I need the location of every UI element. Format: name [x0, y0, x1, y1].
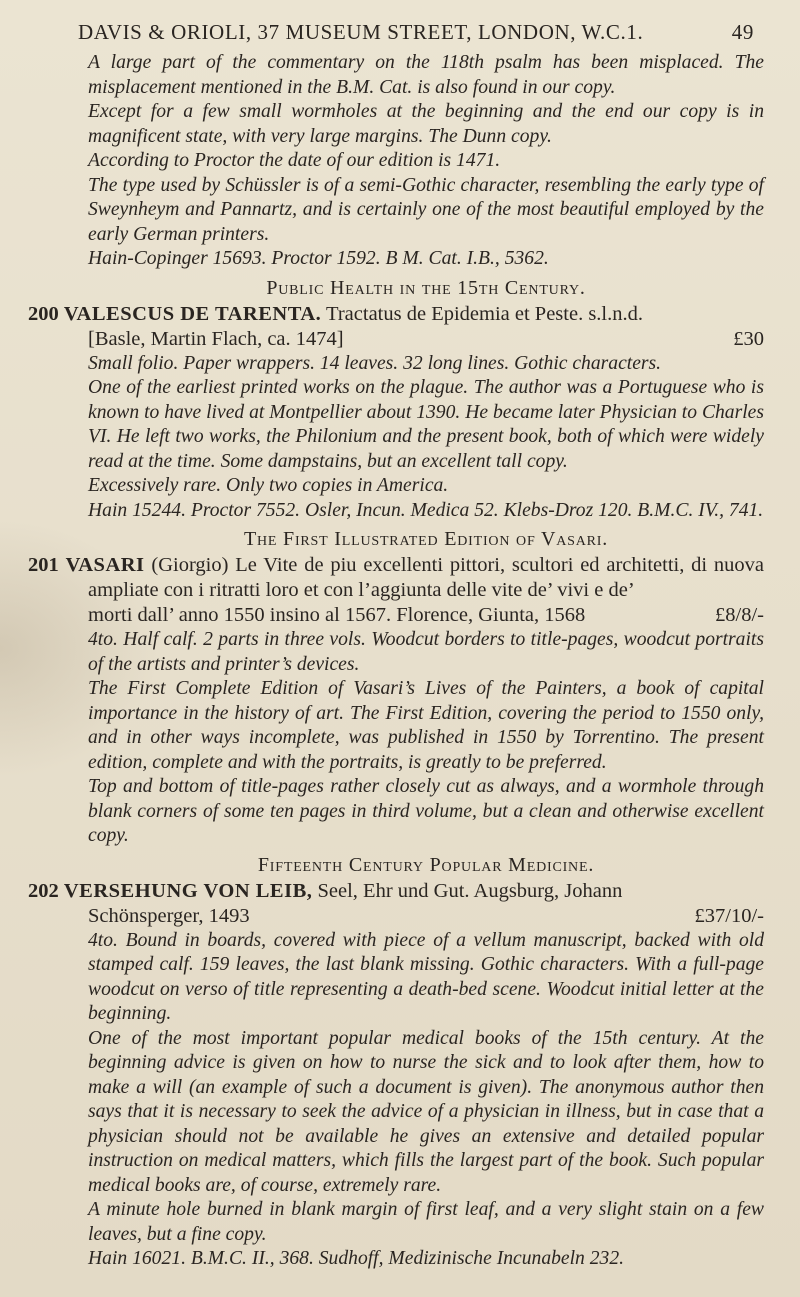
section-heading: Public Health in the 15th Century.: [266, 276, 586, 299]
lot-author: VERSEHUNG VON LEIB,: [63, 879, 313, 902]
lot-imprint: Schönsperger, 1493: [88, 904, 250, 927]
lot-note: One of the earliest printed works on the plague. The author was a Portuguese who is known to have lived at Montpellier about 1390. He became later Physician to Charles VI. He left two works, the Philonium and the present book, both of which were widely read at the time. Some dampstains, but an excellent tall copy.: [88, 377, 764, 472]
intro-paragraph: According to Proctor the date of our edition is 1471.: [88, 150, 501, 171]
section-heading: The First Illustrated Edition of Vasari.: [243, 528, 609, 550]
lot-title: Tractatus de Epidemia et Peste. s.l.n.d.: [326, 302, 643, 325]
lot-note: Top and bottom of title-pages rather closely cut as always, and a wormhole through blank corners of some ten pages in third volume, but a clean and otherwise excellent copy.: [88, 776, 764, 846]
lot-note: 4to. Bound in boards, covered with piece of a vellum manuscript, backed with old stamped calf. 159 leaves, the last blank missing. Gothic characters. With a full-page woodcut on verso of title representing a death-bed scene. Woodcut initial letter at the beginning.: [88, 929, 764, 1024]
page-number: 49: [731, 20, 754, 44]
intro-paragraph: The type used by Schüssler is of a semi-Gothic character, resembling the early type of Sweynheym and Pannartz, and is certainly one of the most beautiful employed by the early German printers.: [88, 174, 764, 245]
lot-imprint: morti dall’ anno 1550 insino al 1567. Florence, Giunta, 1568: [88, 604, 586, 626]
lot-note: Excessively rare. Only two copies in America.: [88, 475, 449, 496]
lot-note: A minute hole burned in blank margin of first leaf, and a very slight stain on a few leaves, but a fine copy.: [88, 1199, 764, 1245]
running-head: [28, 20, 764, 45]
lot-note: One of the most important popular medical books of the 15th century. At the beginning advice is given on how to nurse the sick and to look after them, how to make a will (an example of such a document is given). The anonymous author then says that it is necessary to seek the advice of a physician in illness, but in case that a physician should not be available he gives an extensive and detailed popular instruction on medical matters, which fills the largest part of the book. Such popular medical books are, of course, extremely rare.: [88, 1027, 764, 1196]
lot-title: (Giorgio) Le Vite de piu excellenti pittori, scultori ed architetti, di nuova ampliate con i ritratti loro et con l’aggiunta delle vite de’ vivi e de’: [88, 554, 765, 601]
lot-price: £30: [733, 327, 764, 350]
lot-note: Small folio. Paper wrappers. 14 leaves. 32 long lines. Gothic characters.: [88, 352, 662, 374]
lot-imprint-line: [28, 904, 764, 929]
lot-entry-heading: [28, 553, 764, 603]
lot-title: Seel, Ehr und Gut. Augsburg, Johann: [317, 879, 623, 902]
lot-entry-heading: [28, 879, 764, 904]
lot-note: 4to. Half calf. 2 parts in three vols. Woodcut borders to title-pages, woodcut portraits of the artists and printer’s devices.: [88, 629, 764, 675]
lot-author: VASARI: [65, 554, 145, 576]
intro-paragraph: A large part of the commentary on the 118th psalm has been misplaced. The misplacement mentioned in the B.M. Cat. is also found in our copy.: [88, 52, 764, 98]
lot-imprint-line: [28, 327, 764, 352]
lot-reference: Hain 16021. B.M.C. II., 368. Sudhoff, Medizinische Incunabeln 232.: [88, 1248, 625, 1269]
lot-price: £8/8/-: [715, 604, 764, 626]
lot-number: 201: [28, 554, 59, 576]
lot-reference: Hain 15244. Proctor 7552. Osler, Incun. Medica 52. Klebs-Droz 120. B.M.C. IV., 741.: [88, 499, 764, 521]
running-head-title: DAVIS & ORIOLI, 37 MUSEUM STREET, LONDON, W.C.1.: [78, 20, 644, 44]
lot-number: 200: [28, 302, 59, 325]
lot-author: VALESCUS DE TARENTA.: [63, 302, 322, 325]
lot-imprint-line: [28, 603, 764, 628]
intro-reference: Hain-Copinger 15693. Proctor 1592. B M. Cat. I.B., 5362.: [88, 248, 549, 269]
lot-price: £37/10/-: [694, 904, 764, 927]
lot-number: 202: [28, 879, 59, 902]
section-heading: Fifteenth Century Popular Medicine.: [257, 853, 595, 876]
intro-paragraph: Except for a few small wormholes at the beginning and the end our copy is in magnificent state, with very large margins. The Dunn copy.: [88, 101, 764, 147]
lot-entry-heading: [28, 302, 764, 327]
lot-note: The First Complete Edition of Vasari’s Lives of the Painters, a book of capital importance in the history of art. The First Edition, covering the period to 1550 only, and in other ways incomplete, was published in 1550 by Torrentino. The present edition, complete and with the portraits, is greatly to be preferred.: [88, 678, 764, 773]
lot-imprint: [Basle, Martin Flach, ca. 1474]: [88, 327, 344, 350]
